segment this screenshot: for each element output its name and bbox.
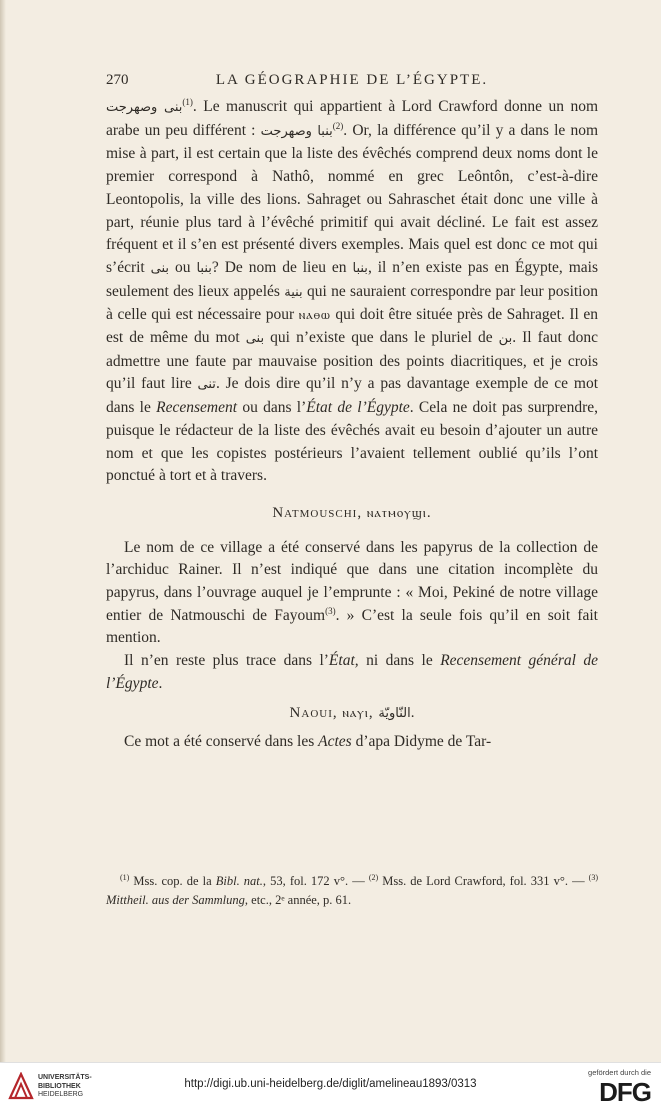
- arabic-term: بنية: [284, 284, 303, 300]
- dfg-logo: DFG: [599, 1077, 651, 1107]
- arabic-term: تنى: [197, 377, 216, 393]
- paragraph-2: Le nom de ce village a été conservé dans les papyrus de la collection de l’archiduc Rainer. Il n’est indiqué que dans une citation incomplète du papyrus, dans l’ouvrage auquel je l’emprunte : « Moi, Pekiné de notre village entier de Natmouschi de Fayoum$^{(3)}$. » C’est la seule fois qu’il en soit fait mention.: [106, 538, 598, 647]
- footnotes: [106, 868, 598, 910]
- italic-title: Actes: [318, 733, 352, 751]
- permalink-url[interactable]: http://digi.ub.uni-heidelberg.de/diglit/amelineau1893/0313: [184, 1078, 477, 1090]
- italic-title: État,: [328, 652, 359, 670]
- arabic-term: بنبا وصهرجت: [260, 123, 333, 139]
- arabic-term: بنى وصهرجت: [106, 100, 183, 115]
- running-title: LA GÉOGRAPHIE DE L’ÉGYPTE.: [215, 72, 489, 88]
- footnote-ref: (2): [332, 120, 344, 131]
- university-library-name: UNIVERSITÄTS- BIBLIOTHEK HEIDELBERG: [38, 1074, 92, 1098]
- arabic-term: بنبا: [196, 260, 212, 276]
- footnote-text: $^{(1)}$ Mss. cop. de la Bibl. nat., 53, fol. 172 v°. — $^{(2)}$ Mss. de Lord Crawford, fol. 331 v°. — $^{(3)}$ Mittheil. aus der Sammlung, etc., 2ᵉ année, p. 61.: [106, 873, 598, 908]
- arabic-term: بنى: [150, 260, 170, 276]
- body-text: [106, 96, 598, 754]
- section-heading-natmouschi: Natmouschi, ⲛⲁⲧⲙⲟⲩϣⲓ.: [272, 504, 432, 521]
- arabic-term: بنبا: [352, 260, 368, 276]
- coptic-term: ⲛⲁⲩⲓ: [342, 704, 369, 720]
- viewer-footer: [0, 1062, 661, 1110]
- italic-title: État de l’Égypte: [306, 399, 410, 417]
- footnote-ref: (1): [182, 96, 193, 107]
- italic-title: Recensement: [156, 399, 238, 417]
- coptic-term: ⲛⲁⲑⲱ: [298, 307, 331, 323]
- arabic-term: بن: [498, 331, 513, 347]
- paragraph-4: Ce mot a été conservé dans les Actes d’apa Didyme de Tar-: [124, 733, 492, 751]
- coptic-term: ⲛⲁⲧⲙⲟⲩϣⲓ: [366, 504, 427, 520]
- paragraph-1: بنى وصهرجت$^{(1)}$. Le manuscrit qui appartient à Lord Crawford donne un nom arabe un peu différent : بنبا وصهرجت$^{(2)}$. Or, la différence qu’il y a dans le nom mise à part, il est certain que la liste des évêchés comprend deux noms dont le premier correspond à Nathô, nommé en grec Leôntôn, c’est-à-dire Leontopolis, la ville des lions. Sahraget ou Sahraschet était donc une ville à part, réunie plus tard à l’évêché primitif qui avait décliné. Le fait est assez fréquent et il s’en est présenté divers exemples. Mais quel est donc ce mot qui s’écrit بنى ou بنبا? De nom de lieu en بنبا, il n’en existe pas en Égypte, mais seulement des lieux appelés بنية qui ne sauraient correspondre par leur position à celle qui est nécessaire pour ⲛⲁⲑⲱ qui doit être située près de Sahraget. Il en est de même du mot بنى qui n’existe que dans le pluriel de بن. Il faut donc admettre une faute par mauvaise position des points diacritiques, et je crois qu’il faut lire تنى. Je dois dire qu’il n’y a pas davantage exemple de ce mot dans le Recensement ou dans l’État de l’Égypte. Cela ne doit pas surprendre, puisque le rédacteur de la liste des évêchés avait eu besoin d’ajouter un autre nom et que les copistes postérieurs l’avaient tellement oublié qu’ils l’ont ponctué à tort et à travers.: [106, 96, 599, 485]
- italic-title: Recensement général de l’Égypte: [106, 652, 599, 692]
- page-number: 270: [106, 72, 129, 88]
- paragraph-3: Il n’en reste plus trace dans l’État, ni dans le Recensement général de l’Égypte.: [106, 652, 599, 692]
- page-edge-shadow: [0, 0, 6, 1062]
- page-header: [106, 72, 598, 94]
- funding-note: gefördert durch die: [588, 1068, 651, 1077]
- arabic-term: بنى: [245, 331, 265, 347]
- arabic-term: النّاويّة: [378, 705, 411, 721]
- footnote-ref: (3): [325, 605, 336, 616]
- section-heading-naoui: Naoui, ⲛⲁⲩⲓ, النّاويّة.: [289, 704, 415, 721]
